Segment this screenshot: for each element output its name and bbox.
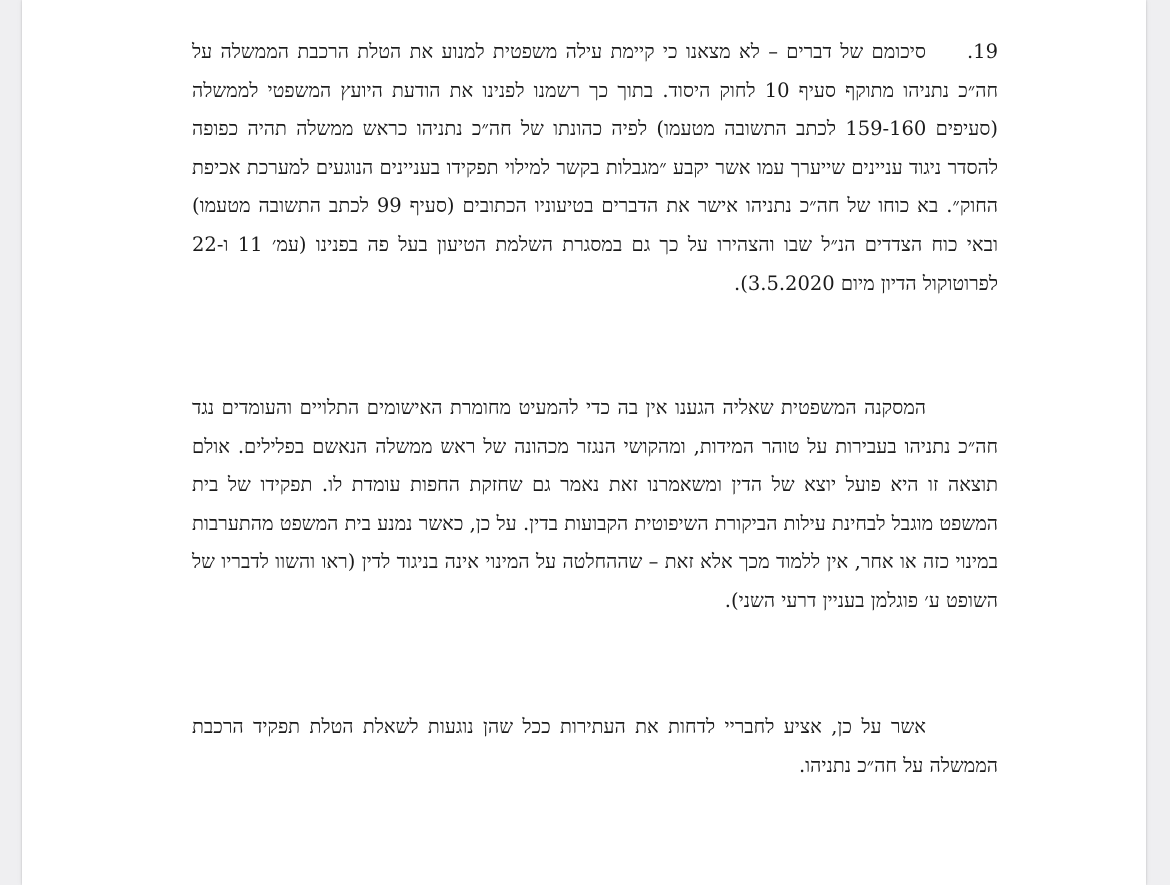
paragraph-19-text: סיכומם של דברים – לא מצאנו כי קיימת עילה משפטית למנוע את הטלת הרכבת הממשלה על חה״כ נתניהו מתוקף סעיף 10 לחוק היסוד. בתוך כך רשמנו לפנינו את הודעת היועץ המשפטי לממשלה (סעיפים 159-160 לכתב התשובה מטעמו) לפיה כהונתו של חה״כ נתניהו כראש ממשלה תהיה כפופה להסדר ניגוד עניינים שייערך עמו אשר יקבע ״מגבלות בקשר למילוי תפקידו בעניינים הנוגעים למערכת אכיפת החוק״. בא כוחו של חה״כ נתניהו אישר את הדברים בטיעוניו הכתובים (סעיף 99 לכתב התשובה מטעמו) ובאי כוח הצדדים הנ״ל שבו והצהירו על כך גם במסגרת השלמת הטיעון בעל פה בפנינו (עמ׳ 11 ו-22 לפרוטוקול הדיון מיום 3.5.2020).	[192, 40, 999, 295]
document-page	[22, 0, 1146, 885]
paragraph-conclusion-text: המסקנה המשפטית שאליה הגענו אין בה כדי להמעיט מחומרת האישומים התלויים והעומדים נגד חה״כ נתניהו בעבירות על טוהר המידות, ומהקושי הנגזר מכהונה של ראש ממשלה הנאשם בפלילים. אולם תוצאה זו היא פועל יוצא של הדין ומשאמרנו זאת נאמר גם שחזקת החפות עומדת לו. תפקידו של בית המשפט מוגבל לבחינת עילות הביקורת השיפוטית הקבועות בדין. על כן, כאשר נמנע בית המשפט מהתערבות במינוי כזה או אחר, אין ללמוד מכך אלא זאת – שההחלטה על המינוי אינה בניגוד לדין (ראו והשוו לדבריו של השופט ע׳ פוגלמן בעניין דרעי השני).	[192, 396, 998, 612]
paragraph-final	[192, 708, 998, 785]
paragraph-19	[192, 33, 998, 303]
paragraph-conclusion	[192, 389, 998, 621]
paragraph-final-text: אשר על כן, אציע לחבריי לדחות את העתירות ככל שהן נוגעות לשאלת הטלת תפקיד הרכבת הממשלה על חה״כ נתניהו.	[192, 715, 998, 777]
paragraph-number: 19.	[966, 40, 998, 63]
